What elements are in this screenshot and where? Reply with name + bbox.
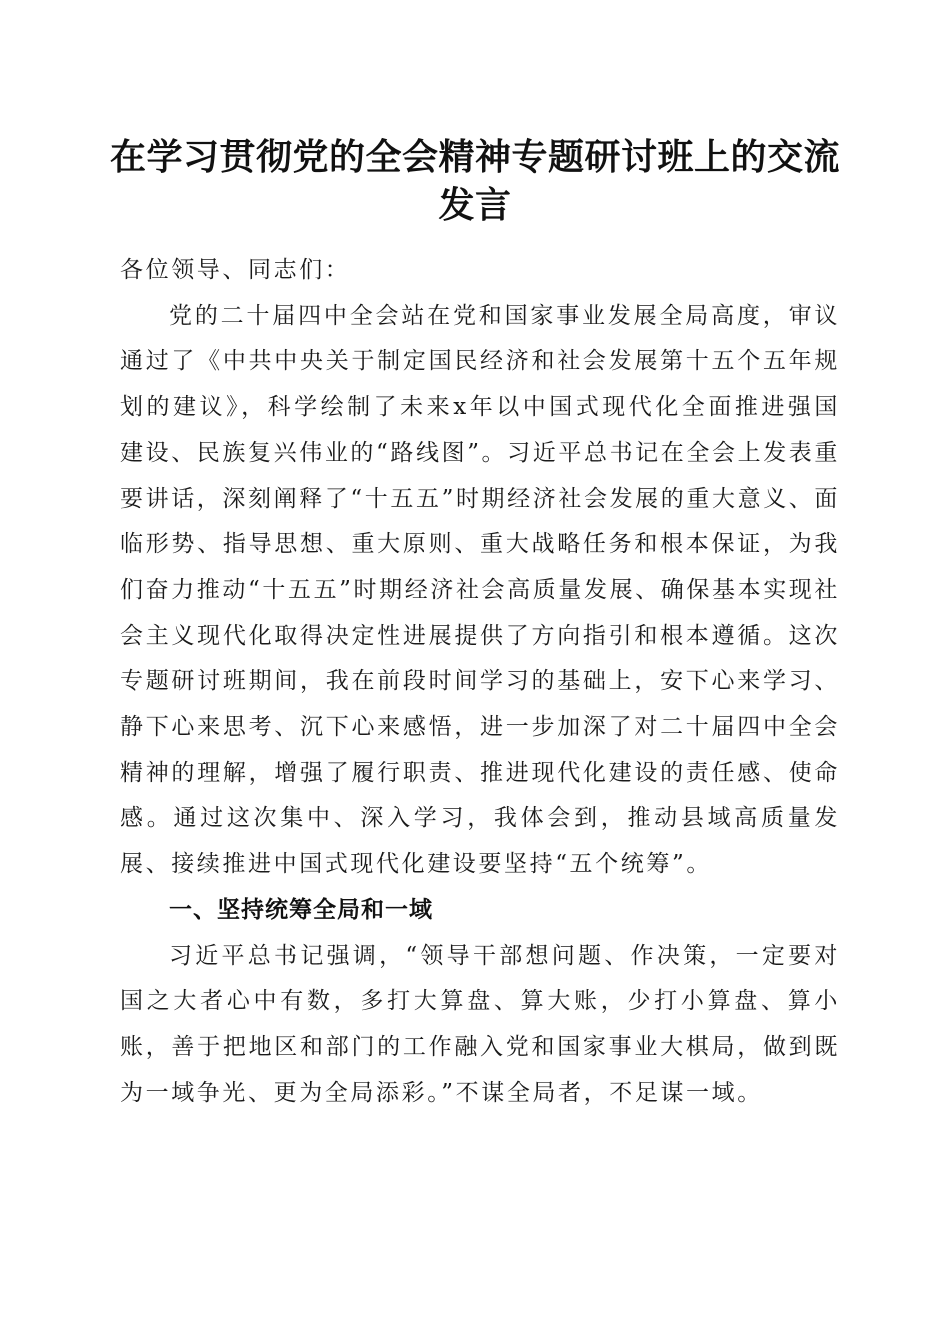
title-line-1: 在学习贯彻党的全会精神专题研讨班上的交流 (110, 136, 841, 178)
document-body (120, 248, 840, 1116)
document-title (110, 133, 840, 229)
body-paragraph-1: 党的二十届四中全会站在党和国家事业发展全局高度，审议通过了《中共中央关于制定国民经济和社会发展第十五个五年规划的建议》，科学绘制了未来x年以中国式现代化全面推进强国建设、民族复兴伟业的“路线图”。习近平总书记在全会上发表重要讲话，深刻阐释了“十五五”时期经济社会发展的重大意义、面临形势、指导思想、重大原则、重大战略任务和根本保证，为我们奋力推动“十五五”时期经济社会高质量发展、确保基本实现社会主义现代化取得决定性进展提供了方向指引和根本遵循。这次专题研讨班期间，我在前段时间学习的基础上，安下心来学习、静下心来思考、沉下心来感悟，进一步加深了对二十届四中全会精神的理解，增强了履行职责、推进现代化建设的责任感、使命感。通过这次集中、深入学习，我体会到，推动县域高质量发展、接续推进中国式现代化建设要坚持“五个统筹”。 (120, 302, 840, 878)
title-line-2: 发言 (438, 184, 512, 226)
body-paragraph-2: 习近平总书记强调，“领导干部想问题、作决策，一定要对国之大者心中有数，多打大算盘、算大账，少打小算盘、算小账，善于把地区和部门的工作融入党和国家事业大棋局，做到既为一域争光、更为全局添彩。”不谋全局者，不足谋一域。 (120, 942, 840, 1106)
salutation: 各位领导、同志们： (120, 257, 351, 283)
section-heading-1: 一、坚持统筹全局和一域 (169, 896, 433, 923)
